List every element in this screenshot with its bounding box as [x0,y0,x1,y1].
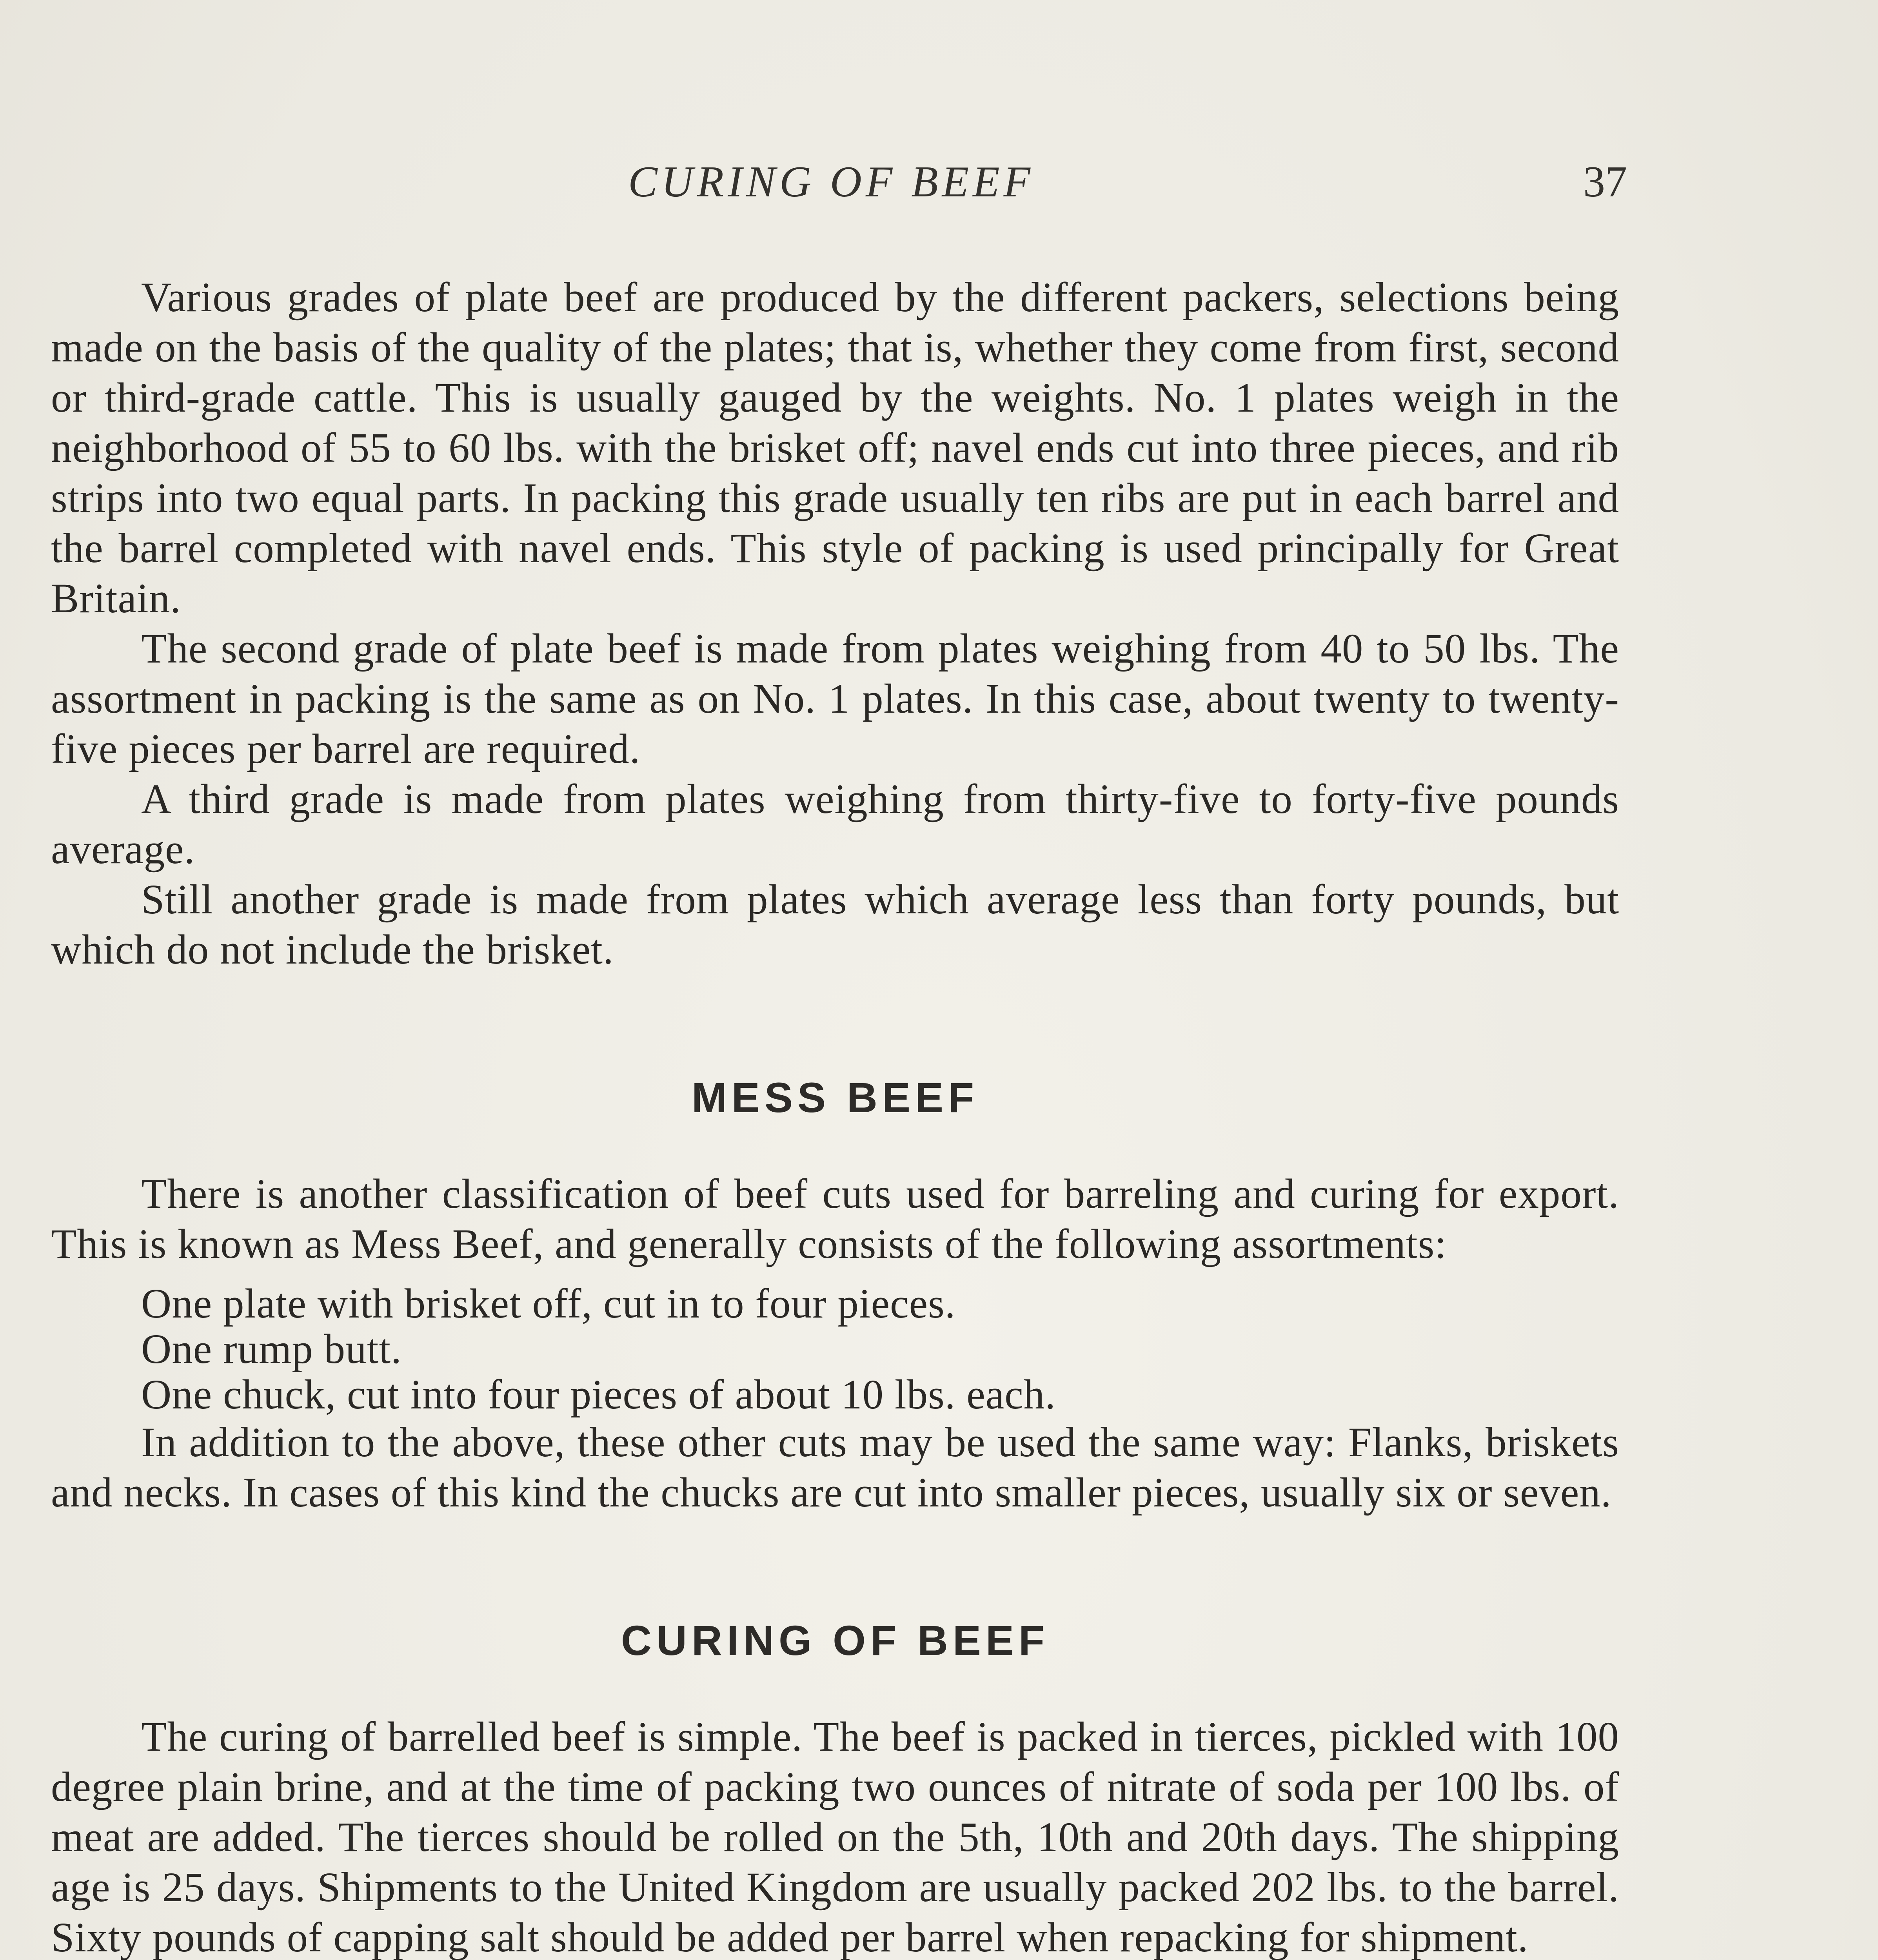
assortment-list [51,1281,1619,1417]
list-item: One plate with brisket off, cut in to four pieces. [141,1281,956,1327]
body-text [51,272,1619,1960]
intro-paragraph-3: A third grade is made from plates weighing from thirty-five to forty-five pounds average. [51,776,1619,873]
section-heading-curing-of-beef: CURING OF BEEF [621,1617,1049,1664]
curing-paragraph-1: The curing of barrelled beef is simple. The beef is packed in tierces, pickled with 100 degree plain brine, and at the time of packing two ounces of nitrate of soda per 100 lbs. of meat are added. The tierces should be rolled on the 5th, 10th and 20th days. The shipping age is 25 days. Shipments to the United Kingdom are usually packed 202 lbs. to the barrel. Sixty pounds of capping salt should be added per barrel when repacking for shipment. [51,1714,1619,1960]
intro-paragraph-1: Various grades of plate beef are produced by the different packers, selections being made on the basis of the quality of the plates; that is, whether they come from first, second or third-grade cattle. This is usually gauged by the weights. No. 1 plates weigh in the neighborhood of 55 to 60 lbs. with the brisket off; navel ends cut into three pieces, and rib strips into two equal parts. In packing this grade usually ten ribs are put in each barrel and the barrel completed with navel ends. This style of packing is used principally for Great Britain. [51,274,1619,622]
intro-paragraph-2: The second grade of plate beef is made from plates weighing from 40 to 50 lbs. The assortment in packing is the same as on No. 1 plates. In this case, about twenty to twenty-five pieces per barrel are required. [51,626,1619,772]
section-heading-mess-beef: MESS BEEF [691,1074,979,1121]
intro-paragraph-4: Still another grade is made from plates which average less than forty pounds, but which do not include the brisket. [51,877,1619,973]
mess-beef-paragraph-2: In addition to the above, these other cuts may be used the same way: Flanks, briskets and necks. In cases of this kind the chucks are cut into smaller pieces, usually six or seven. [51,1419,1619,1516]
list-item: One chuck, cut into four pieces of about 10 lbs. each. [141,1372,1056,1418]
running-head: CURING OF BEEF [628,158,1034,206]
mess-beef-paragraph-1: There is another classification of beef cuts used for barreling and curing for export. This is known as Mess Beef, and generally consists of the following assortments: [51,1171,1619,1267]
page-number: 37 [1583,158,1627,206]
list-item: One rump butt. [141,1326,402,1372]
